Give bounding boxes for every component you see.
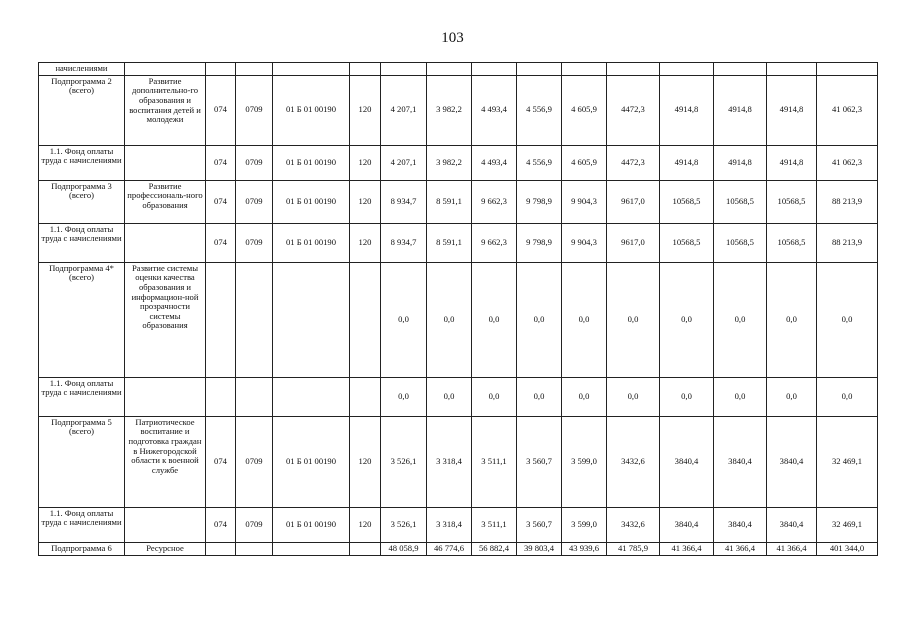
program-name-cell: 1.1. Фонд оплаты труда с начислениями (39, 145, 125, 180)
value-cell: 4472,3 (607, 75, 660, 145)
value-cell (517, 63, 562, 76)
value-cell: 3840,4 (714, 416, 767, 507)
value-cell: 0,0 (714, 377, 767, 416)
program-description-cell (125, 377, 206, 416)
program-name-cell: Подпрограмма 6 (39, 542, 125, 555)
value-cell: 4 207,1 (381, 145, 427, 180)
code-gr-cell: 074 (206, 75, 236, 145)
value-cell: 32 469,1 (817, 416, 878, 507)
table-row (39, 542, 878, 555)
code-type-cell: 120 (350, 180, 381, 223)
program-description-cell: Развитие системы оценки качества образования и информацион-ной прозрачности системы образования (125, 262, 206, 377)
value-cell: 9 798,9 (517, 180, 562, 223)
program-description-cell (125, 145, 206, 180)
code-type-cell (350, 542, 381, 555)
value-cell: 10568,5 (767, 180, 817, 223)
value-cell: 0,0 (767, 377, 817, 416)
value-cell: 0,0 (562, 262, 607, 377)
value-cell: 3 982,2 (427, 75, 472, 145)
budget-table (38, 62, 878, 556)
value-cell: 3 599,0 (562, 507, 607, 542)
value-cell: 0,0 (767, 262, 817, 377)
code-gr-cell (206, 542, 236, 555)
value-cell: 0,0 (381, 262, 427, 377)
value-cell: 3 526,1 (381, 416, 427, 507)
value-cell: 0,0 (607, 377, 660, 416)
code-section-cell (236, 377, 273, 416)
value-cell: 0,0 (817, 377, 878, 416)
code-type-cell: 120 (350, 145, 381, 180)
value-cell: 0,0 (714, 262, 767, 377)
code-target-cell: 01 Б 01 00190 (273, 180, 350, 223)
code-gr-cell: 074 (206, 145, 236, 180)
value-cell: 88 213,9 (817, 223, 878, 262)
value-cell: 48 058,9 (381, 542, 427, 555)
code-section-cell: 0709 (236, 507, 273, 542)
value-cell: 401 344,0 (817, 542, 878, 555)
value-cell: 9617,0 (607, 223, 660, 262)
program-name-cell: 1.1. Фонд оплаты труда с начислениями (39, 507, 125, 542)
value-cell: 3840,4 (660, 507, 714, 542)
value-cell: 39 803,4 (517, 542, 562, 555)
value-cell: 3840,4 (767, 416, 817, 507)
value-cell: 4914,8 (660, 75, 714, 145)
table-row (39, 507, 878, 542)
value-cell: 10568,5 (660, 223, 714, 262)
program-name-cell: Подпрограмма 2 (всего) (39, 75, 125, 145)
value-cell: 3 982,2 (427, 145, 472, 180)
value-cell: 0,0 (660, 262, 714, 377)
program-name-cell: Подпрограмма 4* (всего) (39, 262, 125, 377)
value-cell: 10568,5 (660, 180, 714, 223)
code-type-cell: 120 (350, 223, 381, 262)
code-section-cell: 0709 (236, 75, 273, 145)
value-cell: 0,0 (517, 377, 562, 416)
value-cell: 4 605,9 (562, 145, 607, 180)
table-row (39, 145, 878, 180)
code-gr-cell: 074 (206, 507, 236, 542)
value-cell: 41 062,3 (817, 145, 878, 180)
value-cell: 3 511,1 (472, 507, 517, 542)
value-cell: 10568,5 (714, 223, 767, 262)
code-target-cell: 01 Б 01 00190 (273, 416, 350, 507)
value-cell: 9 904,3 (562, 180, 607, 223)
code-section-cell: 0709 (236, 145, 273, 180)
table-row (39, 223, 878, 262)
value-cell: 41 062,3 (817, 75, 878, 145)
value-cell: 8 934,7 (381, 180, 427, 223)
value-cell: 4914,8 (714, 145, 767, 180)
value-cell (562, 63, 607, 76)
code-target-cell (273, 63, 350, 76)
table-row (39, 63, 878, 76)
table-row (39, 416, 878, 507)
program-name-cell: 1.1. Фонд оплаты труда с начислениями (39, 223, 125, 262)
value-cell: 8 934,7 (381, 223, 427, 262)
value-cell: 4 556,9 (517, 145, 562, 180)
value-cell: 0,0 (607, 262, 660, 377)
program-description-cell: Ресурсное (125, 542, 206, 555)
value-cell: 3 599,0 (562, 416, 607, 507)
value-cell: 0,0 (472, 377, 517, 416)
code-gr-cell (206, 262, 236, 377)
value-cell: 43 939,6 (562, 542, 607, 555)
value-cell (427, 63, 472, 76)
table-row (39, 262, 878, 377)
value-cell: 10568,5 (714, 180, 767, 223)
code-target-cell (273, 542, 350, 555)
value-cell: 0,0 (427, 377, 472, 416)
code-target-cell (273, 377, 350, 416)
code-section-cell: 0709 (236, 180, 273, 223)
code-type-cell: 120 (350, 75, 381, 145)
code-gr-cell (206, 377, 236, 416)
value-cell: 0,0 (517, 262, 562, 377)
value-cell: 3840,4 (714, 507, 767, 542)
code-section-cell (236, 262, 273, 377)
value-cell: 41 785,9 (607, 542, 660, 555)
value-cell: 3 318,4 (427, 416, 472, 507)
program-description-cell: Патриотическое воспитание и подготовка граждан в Нижегородской области к военной службе (125, 416, 206, 507)
code-type-cell: 120 (350, 416, 381, 507)
value-cell (817, 63, 878, 76)
value-cell: 4914,8 (660, 145, 714, 180)
value-cell: 32 469,1 (817, 507, 878, 542)
code-target-cell: 01 Б 01 00190 (273, 223, 350, 262)
code-type-cell (350, 377, 381, 416)
value-cell: 3432,6 (607, 416, 660, 507)
code-section-cell: 0709 (236, 223, 273, 262)
value-cell: 3432,6 (607, 507, 660, 542)
value-cell: 8 591,1 (427, 223, 472, 262)
code-target-cell: 01 Б 01 00190 (273, 75, 350, 145)
table-row (39, 377, 878, 416)
value-cell: 4 556,9 (517, 75, 562, 145)
code-type-cell (350, 63, 381, 76)
value-cell: 4 207,1 (381, 75, 427, 145)
code-gr-cell: 074 (206, 416, 236, 507)
value-cell: 4914,8 (714, 75, 767, 145)
value-cell: 3840,4 (767, 507, 817, 542)
value-cell: 4 605,9 (562, 75, 607, 145)
value-cell (607, 63, 660, 76)
program-description-cell (125, 63, 206, 76)
code-target-cell (273, 262, 350, 377)
value-cell: 41 366,4 (767, 542, 817, 555)
program-name-cell: 1.1. Фонд оплаты труда с начислениями (39, 377, 125, 416)
table-row (39, 180, 878, 223)
value-cell: 0,0 (562, 377, 607, 416)
value-cell: 4472,3 (607, 145, 660, 180)
value-cell: 4 493,4 (472, 75, 517, 145)
code-target-cell: 01 Б 01 00190 (273, 507, 350, 542)
value-cell (660, 63, 714, 76)
program-description-cell: Развитие профессиональ-ного образования (125, 180, 206, 223)
code-type-cell: 120 (350, 507, 381, 542)
value-cell: 88 213,9 (817, 180, 878, 223)
value-cell: 9 798,9 (517, 223, 562, 262)
page-number: 103 (441, 30, 464, 46)
value-cell: 4914,8 (767, 75, 817, 145)
value-cell (381, 63, 427, 76)
code-section-cell (236, 63, 273, 76)
code-section-cell (236, 542, 273, 555)
value-cell: 0,0 (817, 262, 878, 377)
value-cell: 3 560,7 (517, 507, 562, 542)
value-cell (472, 63, 517, 76)
value-cell: 56 882,4 (472, 542, 517, 555)
value-cell: 0,0 (660, 377, 714, 416)
value-cell: 8 591,1 (427, 180, 472, 223)
value-cell: 9617,0 (607, 180, 660, 223)
value-cell: 9 662,3 (472, 223, 517, 262)
value-cell (714, 63, 767, 76)
program-description-cell: Развитие дополнительно-го образования и воспитания детей и молодежи (125, 75, 206, 145)
value-cell: 0,0 (472, 262, 517, 377)
value-cell: 46 774,6 (427, 542, 472, 555)
table-row (39, 75, 878, 145)
value-cell: 0,0 (381, 377, 427, 416)
code-target-cell: 01 Б 01 00190 (273, 145, 350, 180)
program-description-cell (125, 223, 206, 262)
program-name-cell: Подпрограмма 3 (всего) (39, 180, 125, 223)
code-section-cell: 0709 (236, 416, 273, 507)
program-name-cell: начислениями (39, 63, 125, 76)
value-cell: 3 511,1 (472, 416, 517, 507)
value-cell (767, 63, 817, 76)
value-cell: 3 318,4 (427, 507, 472, 542)
code-gr-cell (206, 63, 236, 76)
value-cell: 0,0 (427, 262, 472, 377)
value-cell: 3840,4 (660, 416, 714, 507)
value-cell: 4914,8 (767, 145, 817, 180)
value-cell: 41 366,4 (660, 542, 714, 555)
program-name-cell: Подпрограмма 5 (всего) (39, 416, 125, 507)
value-cell: 3 526,1 (381, 507, 427, 542)
value-cell: 9 662,3 (472, 180, 517, 223)
code-gr-cell: 074 (206, 180, 236, 223)
value-cell: 10568,5 (767, 223, 817, 262)
code-gr-cell: 074 (206, 223, 236, 262)
code-type-cell (350, 262, 381, 377)
value-cell: 9 904,3 (562, 223, 607, 262)
value-cell: 41 366,4 (714, 542, 767, 555)
value-cell: 3 560,7 (517, 416, 562, 507)
value-cell: 4 493,4 (472, 145, 517, 180)
program-description-cell (125, 507, 206, 542)
